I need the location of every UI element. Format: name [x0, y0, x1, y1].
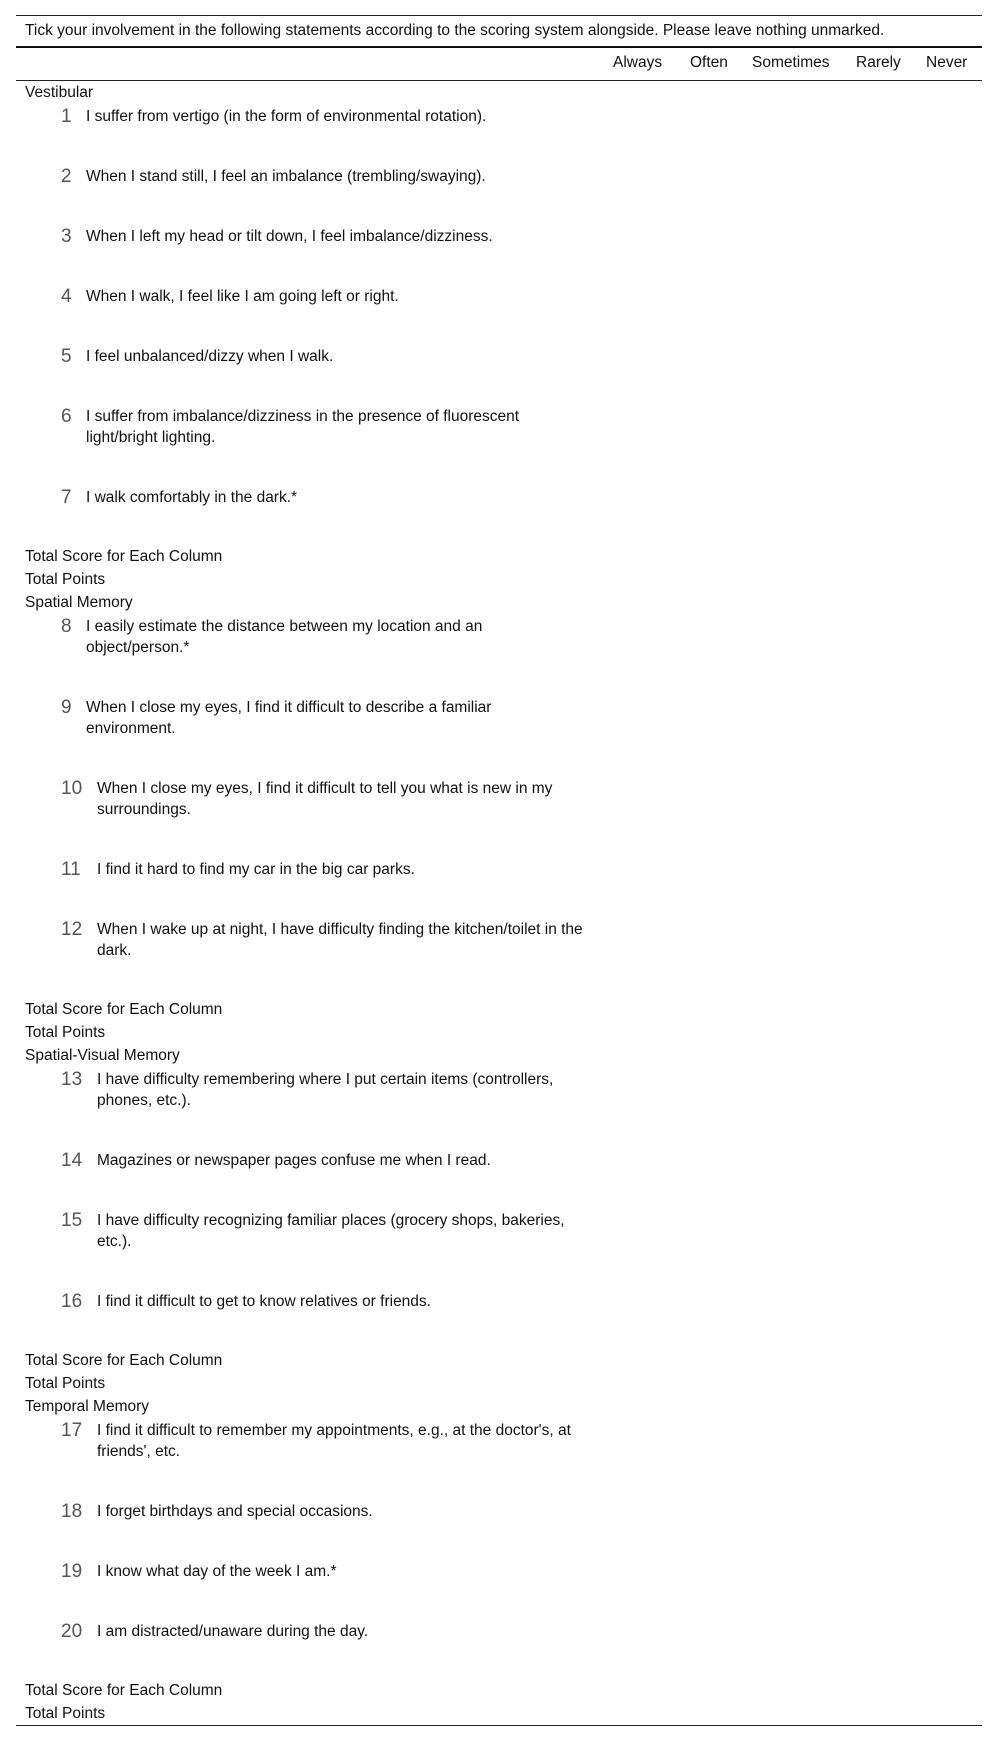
questionnaire-table	[16, 15, 982, 1726]
question-item	[16, 344, 982, 404]
column-header-never: Never	[926, 54, 968, 71]
question-item	[16, 695, 982, 776]
total-points-row: Total Points	[25, 1375, 106, 1392]
bottom-rule	[16, 1725, 982, 1726]
question-text: Magazines or newspaper pages confuse me when I read.	[97, 1152, 491, 1169]
question-number: 3	[61, 226, 72, 247]
question-text: I find it difficult to remember my appointments, e.g., at the doctor's, at friends', etc.	[97, 1422, 571, 1460]
question-number: 16	[61, 1291, 83, 1312]
question-text: When I close my eyes, I find it difficult to tell you what is new in my surroundings.	[97, 780, 553, 818]
question-text: I forget birthdays and special occasions.	[97, 1503, 373, 1520]
question-text: I have difficulty remembering where I put certain items (controllers, phones, etc.).	[97, 1071, 554, 1109]
question-item	[16, 917, 982, 998]
section-title: Temporal Memory	[25, 1398, 150, 1415]
question-text: I find it difficult to get to know relatives or friends.	[97, 1293, 431, 1310]
question-text: I walk comfortably in the dark.*	[86, 489, 298, 506]
total-points-row: Total Points	[25, 1024, 106, 1041]
total-points-row: Total Points	[25, 1705, 106, 1722]
question-text: I know what day of the week I am.*	[97, 1563, 337, 1580]
question-number: 10	[61, 778, 83, 799]
question-text: When I stand still, I feel an imbalance (trembling/swaying).	[86, 168, 486, 185]
question-text: I have difficulty recognizing familiar places (grocery shops, bakeries, etc.).	[97, 1212, 565, 1250]
question-text: I find it hard to find my car in the big car parks.	[97, 861, 415, 878]
total-points-row: Total Points	[25, 571, 106, 588]
question-number: 18	[61, 1501, 83, 1522]
question-text: When I left my head or tilt down, I feel imbalance/dizziness.	[86, 228, 493, 245]
question-number: 20	[61, 1621, 83, 1642]
section-title: Spatial Memory	[25, 594, 133, 611]
total-score-row: Total Score for Each Column	[25, 1682, 223, 1699]
question-item	[16, 776, 982, 857]
question-number: 6	[61, 406, 72, 427]
question-item	[16, 1499, 982, 1559]
question-item	[16, 1067, 982, 1148]
question-item	[16, 1208, 982, 1289]
question-item	[16, 104, 982, 164]
question-number: 12	[61, 919, 83, 940]
total-score-row: Total Score for Each Column	[25, 1001, 223, 1018]
question-item	[16, 614, 982, 695]
question-item	[16, 1619, 982, 1679]
question-item	[16, 1559, 982, 1619]
question-number: 11	[61, 859, 81, 880]
question-number: 7	[61, 487, 72, 508]
column-header-often: Often	[690, 54, 728, 71]
question-number: 14	[61, 1150, 83, 1171]
total-score-row: Total Score for Each Column	[25, 548, 223, 565]
question-item	[16, 485, 982, 545]
question-number: 9	[61, 697, 72, 718]
question-text: I easily estimate the distance between my location and an object/person.*	[86, 618, 483, 656]
question-number: 17	[61, 1420, 83, 1441]
question-number: 5	[61, 346, 72, 367]
column-header-row	[16, 48, 982, 80]
question-text: I feel unbalanced/dizzy when I walk.	[86, 348, 334, 365]
question-number: 1	[61, 106, 72, 127]
question-text: When I wake up at night, I have difficulty finding the kitchen/toilet in the dark.	[97, 921, 583, 959]
question-item	[16, 1418, 982, 1499]
total-score-row: Total Score for Each Column	[25, 1352, 223, 1369]
question-item	[16, 404, 982, 485]
question-number: 15	[61, 1210, 83, 1231]
question-text: When I close my eyes, I find it difficult to describe a familiar environment.	[86, 699, 492, 737]
section-title: Spatial-Visual Memory	[25, 1047, 180, 1064]
section-title: Vestibular	[25, 84, 94, 101]
question-number: 2	[61, 166, 72, 187]
instructions-text: Tick your involvement in the following statements according to the scoring system alongside. Please leave nothing unmarked.	[25, 22, 885, 39]
question-number: 4	[61, 286, 72, 307]
question-text: I am distracted/unaware during the day.	[97, 1623, 369, 1640]
question-item	[16, 1148, 982, 1208]
column-header-rarely: Rarely	[856, 54, 901, 71]
column-header-sometimes: Sometimes	[752, 54, 830, 71]
question-item	[16, 857, 982, 917]
question-text: When I walk, I feel like I am going left or right.	[86, 288, 399, 305]
question-item	[16, 164, 982, 224]
question-number: 19	[61, 1561, 83, 1582]
question-item	[16, 284, 982, 344]
question-number: 8	[61, 616, 72, 637]
question-number: 13	[61, 1069, 83, 1090]
question-text: I suffer from vertigo (in the form of environmental rotation).	[86, 108, 487, 125]
question-text: I suffer from imbalance/dizziness in the presence of fluorescent light/bright lighting.	[86, 408, 520, 446]
column-header-always: Always	[613, 54, 663, 71]
question-item	[16, 1289, 982, 1349]
question-item	[16, 224, 982, 284]
